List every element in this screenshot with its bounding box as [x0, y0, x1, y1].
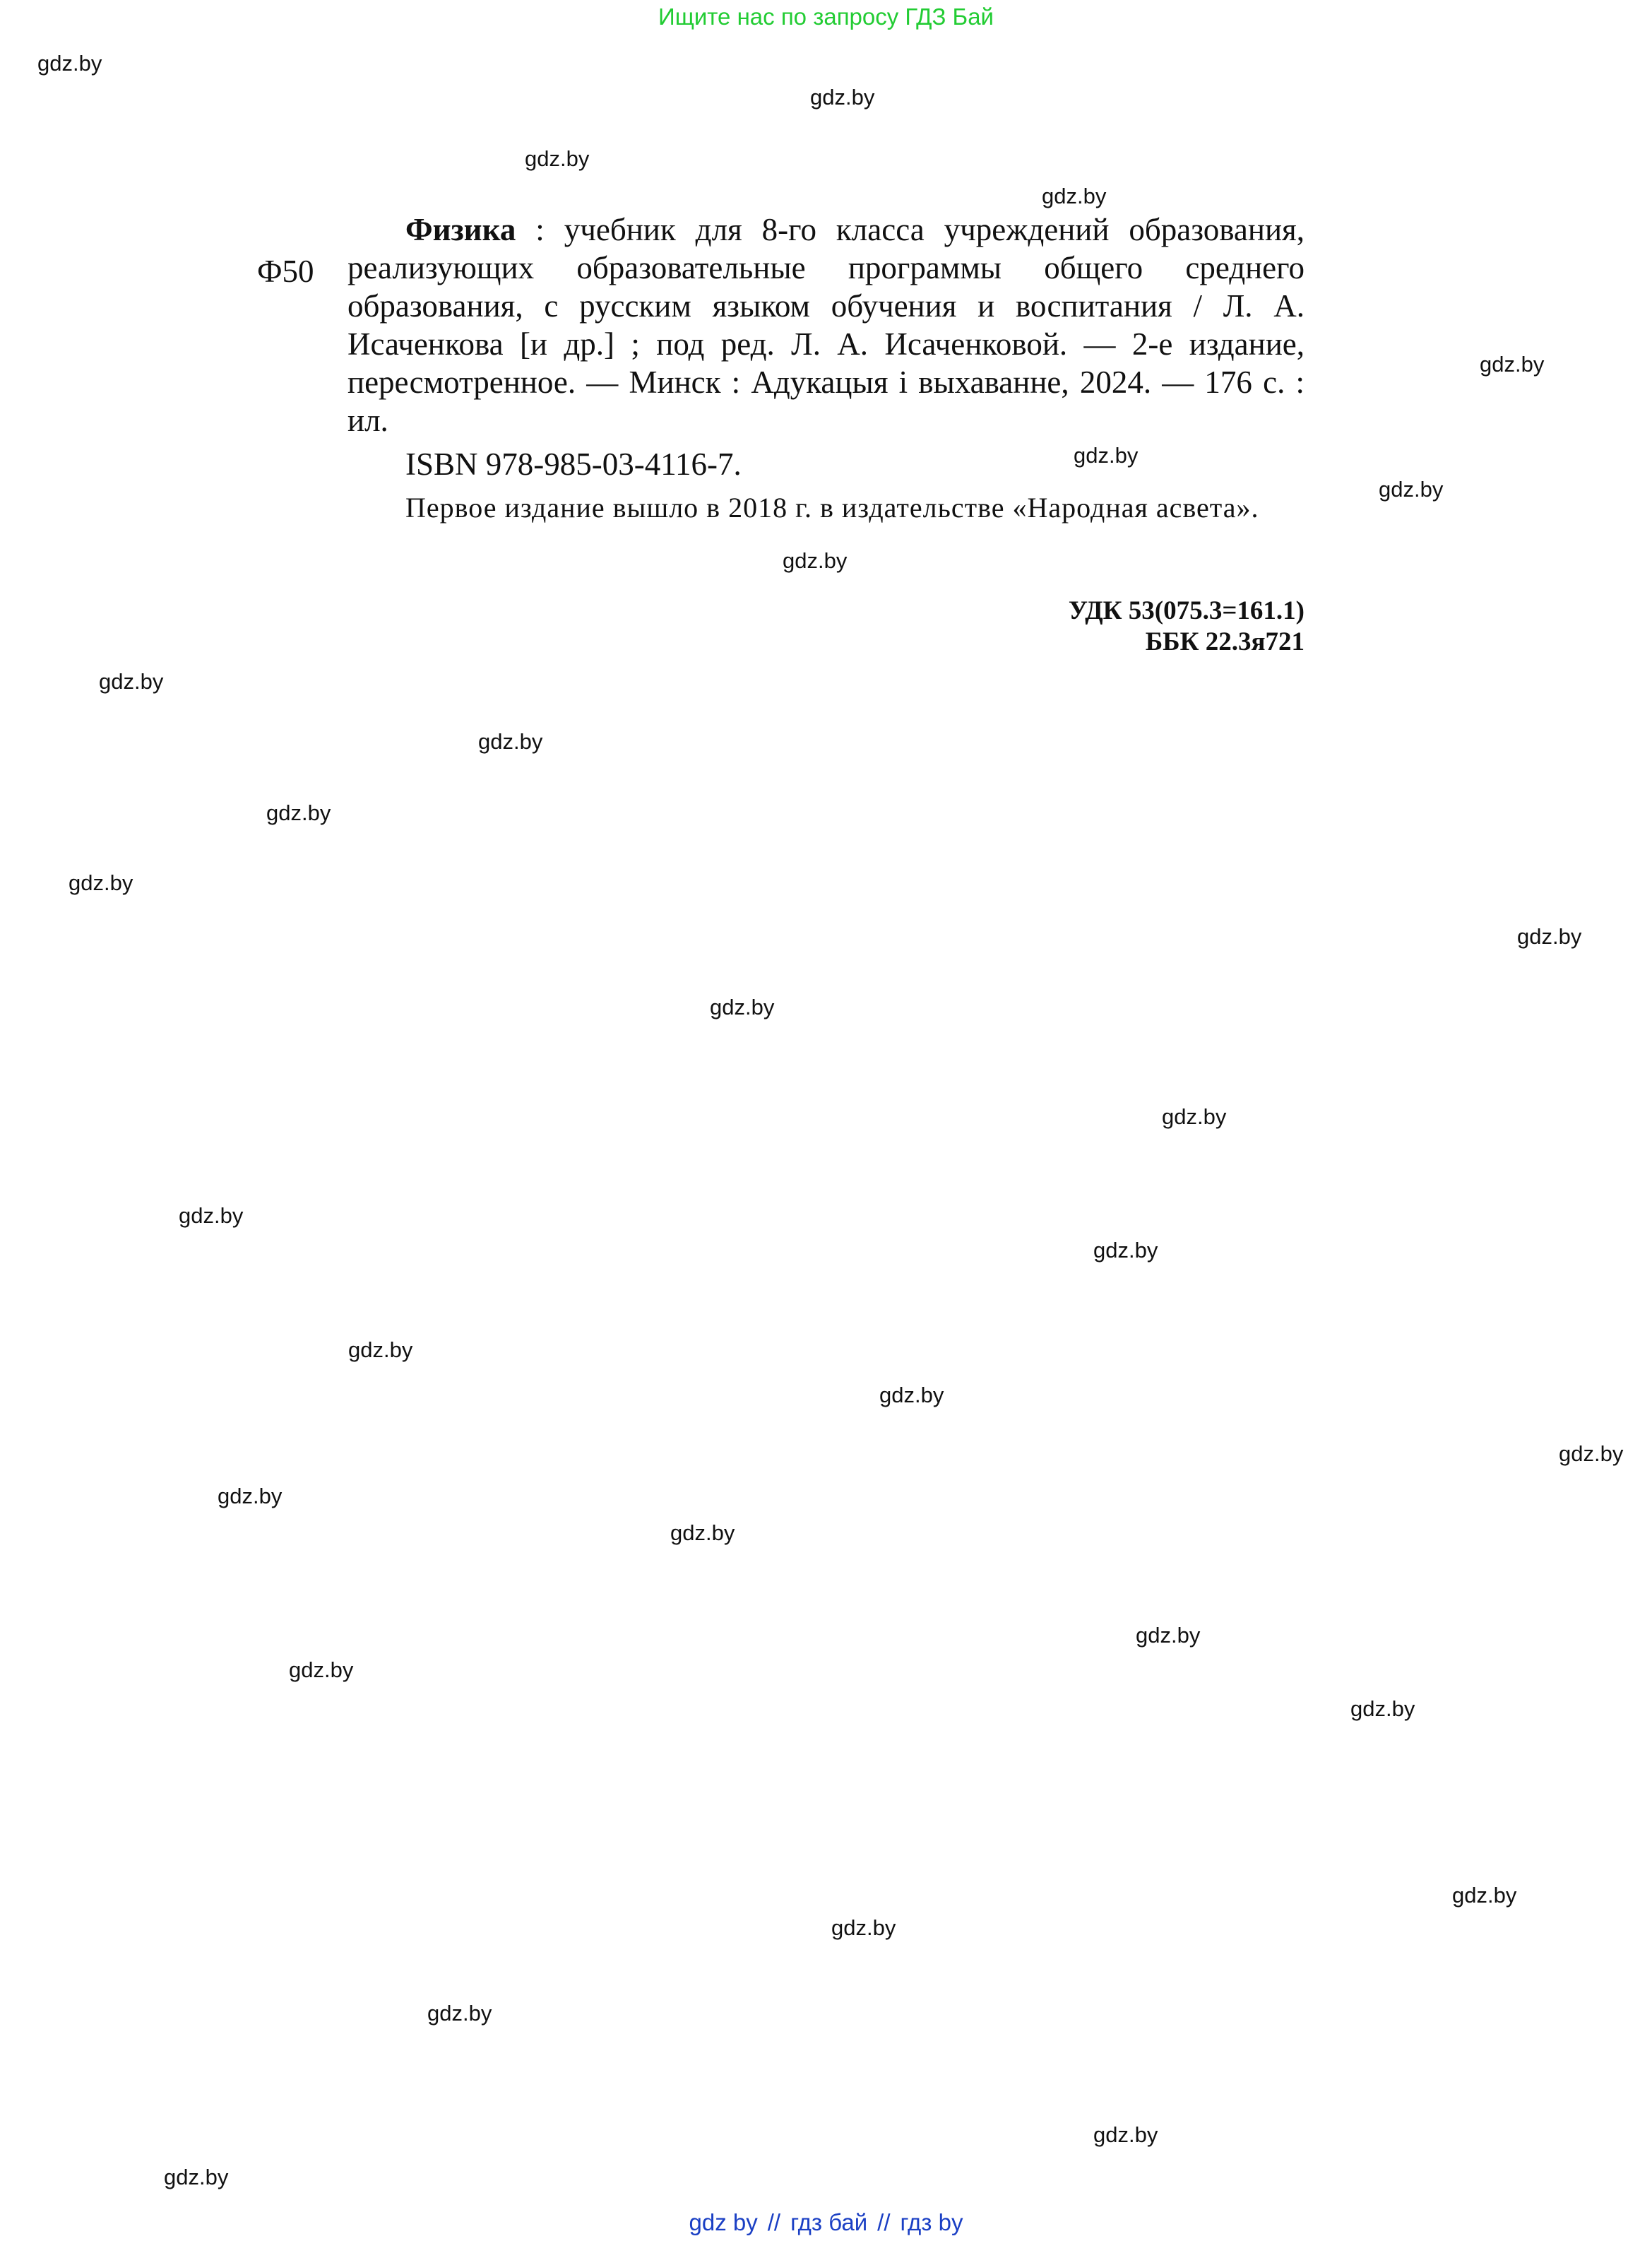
- footer-link-gdz-by[interactable]: gdz by: [689, 2209, 758, 2235]
- watermark: gdz.by: [1136, 1623, 1201, 1648]
- watermark: gdz.by: [69, 870, 133, 895]
- udk-code: УДК 53(075.3=161.1): [1068, 596, 1305, 625]
- bibliographic-record: [347, 211, 1305, 526]
- footer-links: [0, 2209, 1652, 2237]
- book-title: Физика: [405, 212, 516, 247]
- watermark: gdz.by: [1480, 352, 1545, 377]
- watermark: gdz.by: [831, 1915, 896, 1940]
- watermark: gdz.by: [1379, 477, 1444, 502]
- watermark: gdz.by: [348, 1337, 413, 1362]
- classification-cipher: Ф50: [257, 254, 314, 289]
- footer-link-gdz-bai[interactable]: гдз бай: [790, 2209, 868, 2235]
- watermark: gdz.by: [99, 669, 164, 694]
- edition-note: Первое издание вышло в 2018 г. в издательстве «Народная асвета».: [405, 492, 1259, 524]
- watermark: gdz.by: [1042, 184, 1107, 208]
- watermark: gdz.by: [1093, 1238, 1158, 1263]
- watermark: gdz.by: [427, 2001, 492, 2026]
- watermark: gdz.by: [179, 1203, 244, 1228]
- footer-separator: //: [877, 2209, 891, 2235]
- watermark: gdz.by: [670, 1520, 735, 1545]
- book-description: : учебник для 8-го класса учреждений образования, реализующих образовательные программы общего среднего образования, с русским языком обучения и воспитания / Л. А. Исаченкова [и др.] ; под ред. Л. А. Исаченковой. — 2-е издание, пересмотренное. — Минск : Адукацыя і выхаванне, 2024. — 176 с. : ил.: [347, 212, 1305, 438]
- main-entry: [347, 211, 1305, 439]
- watermark: gdz.by: [478, 729, 543, 754]
- isbn: ISBN 978-985-03-4116-7.: [405, 447, 742, 482]
- watermark: gdz.by: [218, 1484, 283, 1508]
- watermark: gdz.by: [1517, 924, 1582, 949]
- bbk-code: ББК 22.3я721: [1145, 627, 1305, 656]
- watermark: gdz.by: [810, 85, 875, 110]
- watermark: gdz.by: [164, 2165, 229, 2189]
- footer-separator: //: [767, 2209, 781, 2235]
- watermark: gdz.by: [1074, 443, 1139, 468]
- watermark: gdz.by: [1093, 2122, 1158, 2147]
- watermark: gdz.by: [879, 1383, 944, 1407]
- top-banner: Ищите нас по запросу ГДЗ Бай: [658, 4, 994, 30]
- classification-codes: [777, 596, 1305, 658]
- watermark: gdz.by: [266, 800, 331, 825]
- watermark: gdz.by: [525, 146, 590, 171]
- watermark: gdz.by: [710, 995, 775, 1019]
- watermark: gdz.by: [1162, 1104, 1227, 1129]
- watermark: gdz.by: [1350, 1696, 1415, 1721]
- watermark: gdz.by: [1559, 1441, 1624, 1466]
- footer-link-gdz-by-cyr[interactable]: гдз by: [900, 2209, 963, 2235]
- watermark: gdz.by: [783, 548, 848, 573]
- watermark: gdz.by: [1452, 1883, 1517, 1908]
- watermark: gdz.by: [289, 1657, 354, 1682]
- watermark: gdz.by: [37, 51, 102, 76]
